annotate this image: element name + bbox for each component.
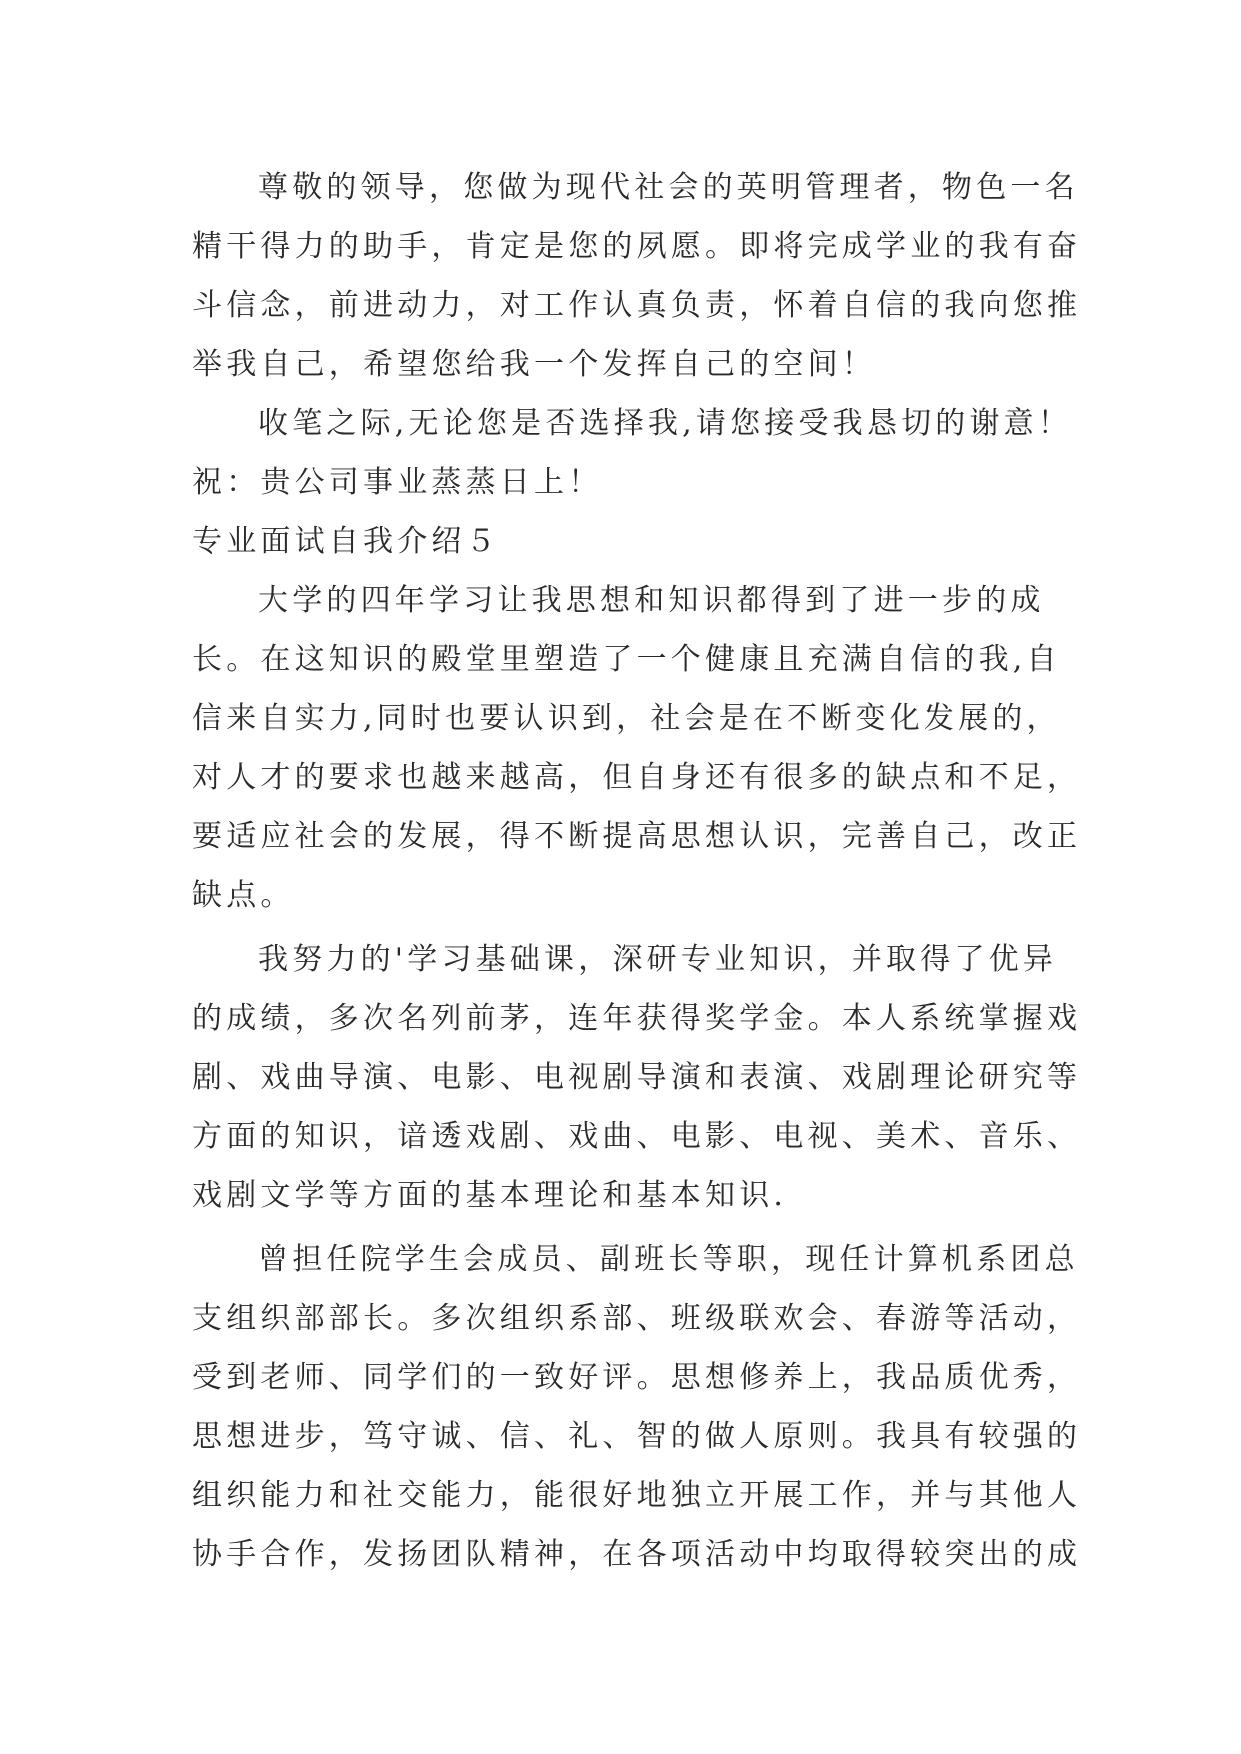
paragraph-line: 缺点。 [192, 878, 295, 913]
paragraph-line: 精干得力的助手，肯定是您的夙愿。即将完成学业的我有奋 [192, 229, 1082, 264]
paragraph-line: 曾担任院学生会成员、副班长等职，现任计算机系团总 [258, 1242, 1079, 1277]
paragraph-line: 对人才的要求也越来越高，但自身还有很多的缺点和不足， [192, 760, 1082, 795]
paragraph-line: 长。在这知识的殿堂里塑造了一个健康且充满自信的我,自 [192, 642, 1061, 677]
paragraph-line: 尊敬的领导，您做为现代社会的英明管理者，物色一名 [258, 170, 1079, 205]
paragraph-line: 信来自实力,同时也要认识到，社会是在不断变化发展的， [192, 701, 1061, 736]
paragraph-line: 大学的四年学习让我思想和知识都得到了进一步的成 [258, 583, 1045, 618]
document-body [192, 158, 1082, 1584]
section-heading: 专业面试自我介绍５ [192, 524, 500, 559]
paragraph-line: 的成绩，多次名列前茅，连年获得奖学金。本人系统掌握戏 [192, 1001, 1082, 1036]
paragraph-line: 我努力的'学习基础课，深研专业知识，并取得了优异 [258, 942, 1058, 977]
closing-wish: 祝：贵公司事业蒸蒸日上！ [192, 465, 603, 500]
paragraph-line: 斗信念，前进动力，对工作认真负责，怀着自信的我向您推 [192, 288, 1082, 323]
paragraph-line: 方面的知识，谙透戏剧、戏曲、电影、电视、美术、音乐、 [192, 1119, 1082, 1154]
paragraph-line: 思想进步，笃守诚、信、礼、智的做人原则。我具有较强的 [192, 1419, 1082, 1454]
paragraph-line: 受到老师、同学们的一致好评。思想修养上，我品质优秀， [192, 1360, 1082, 1395]
paragraph-line: 要适应社会的发展，得不断提高思想认识，完善自己，改正 [192, 819, 1082, 854]
paragraph-line: 举我自己，希望您给我一个发挥自己的空间！ [192, 347, 876, 382]
paragraph-line: 组织能力和社交能力，能很好地独立开展工作，并与其他人 [192, 1478, 1082, 1513]
paragraph-line: 剧、戏曲导演、电影、电视剧导演和表演、戏剧理论研究等 [192, 1060, 1082, 1095]
paragraph-line: 收笔之际,无论您是否选择我,请您接受我恳切的谢意！ [258, 406, 1073, 441]
paragraph-line: 戏剧文学等方面的基本理论和基本知识. [192, 1178, 788, 1213]
paragraph-line: 协手合作，发扬团队精神，在各项活动中均取得较突出的成 [192, 1537, 1082, 1572]
paragraph-line: 支组织部部长。多次组织系部、班级联欢会、春游等活动， [192, 1301, 1082, 1336]
